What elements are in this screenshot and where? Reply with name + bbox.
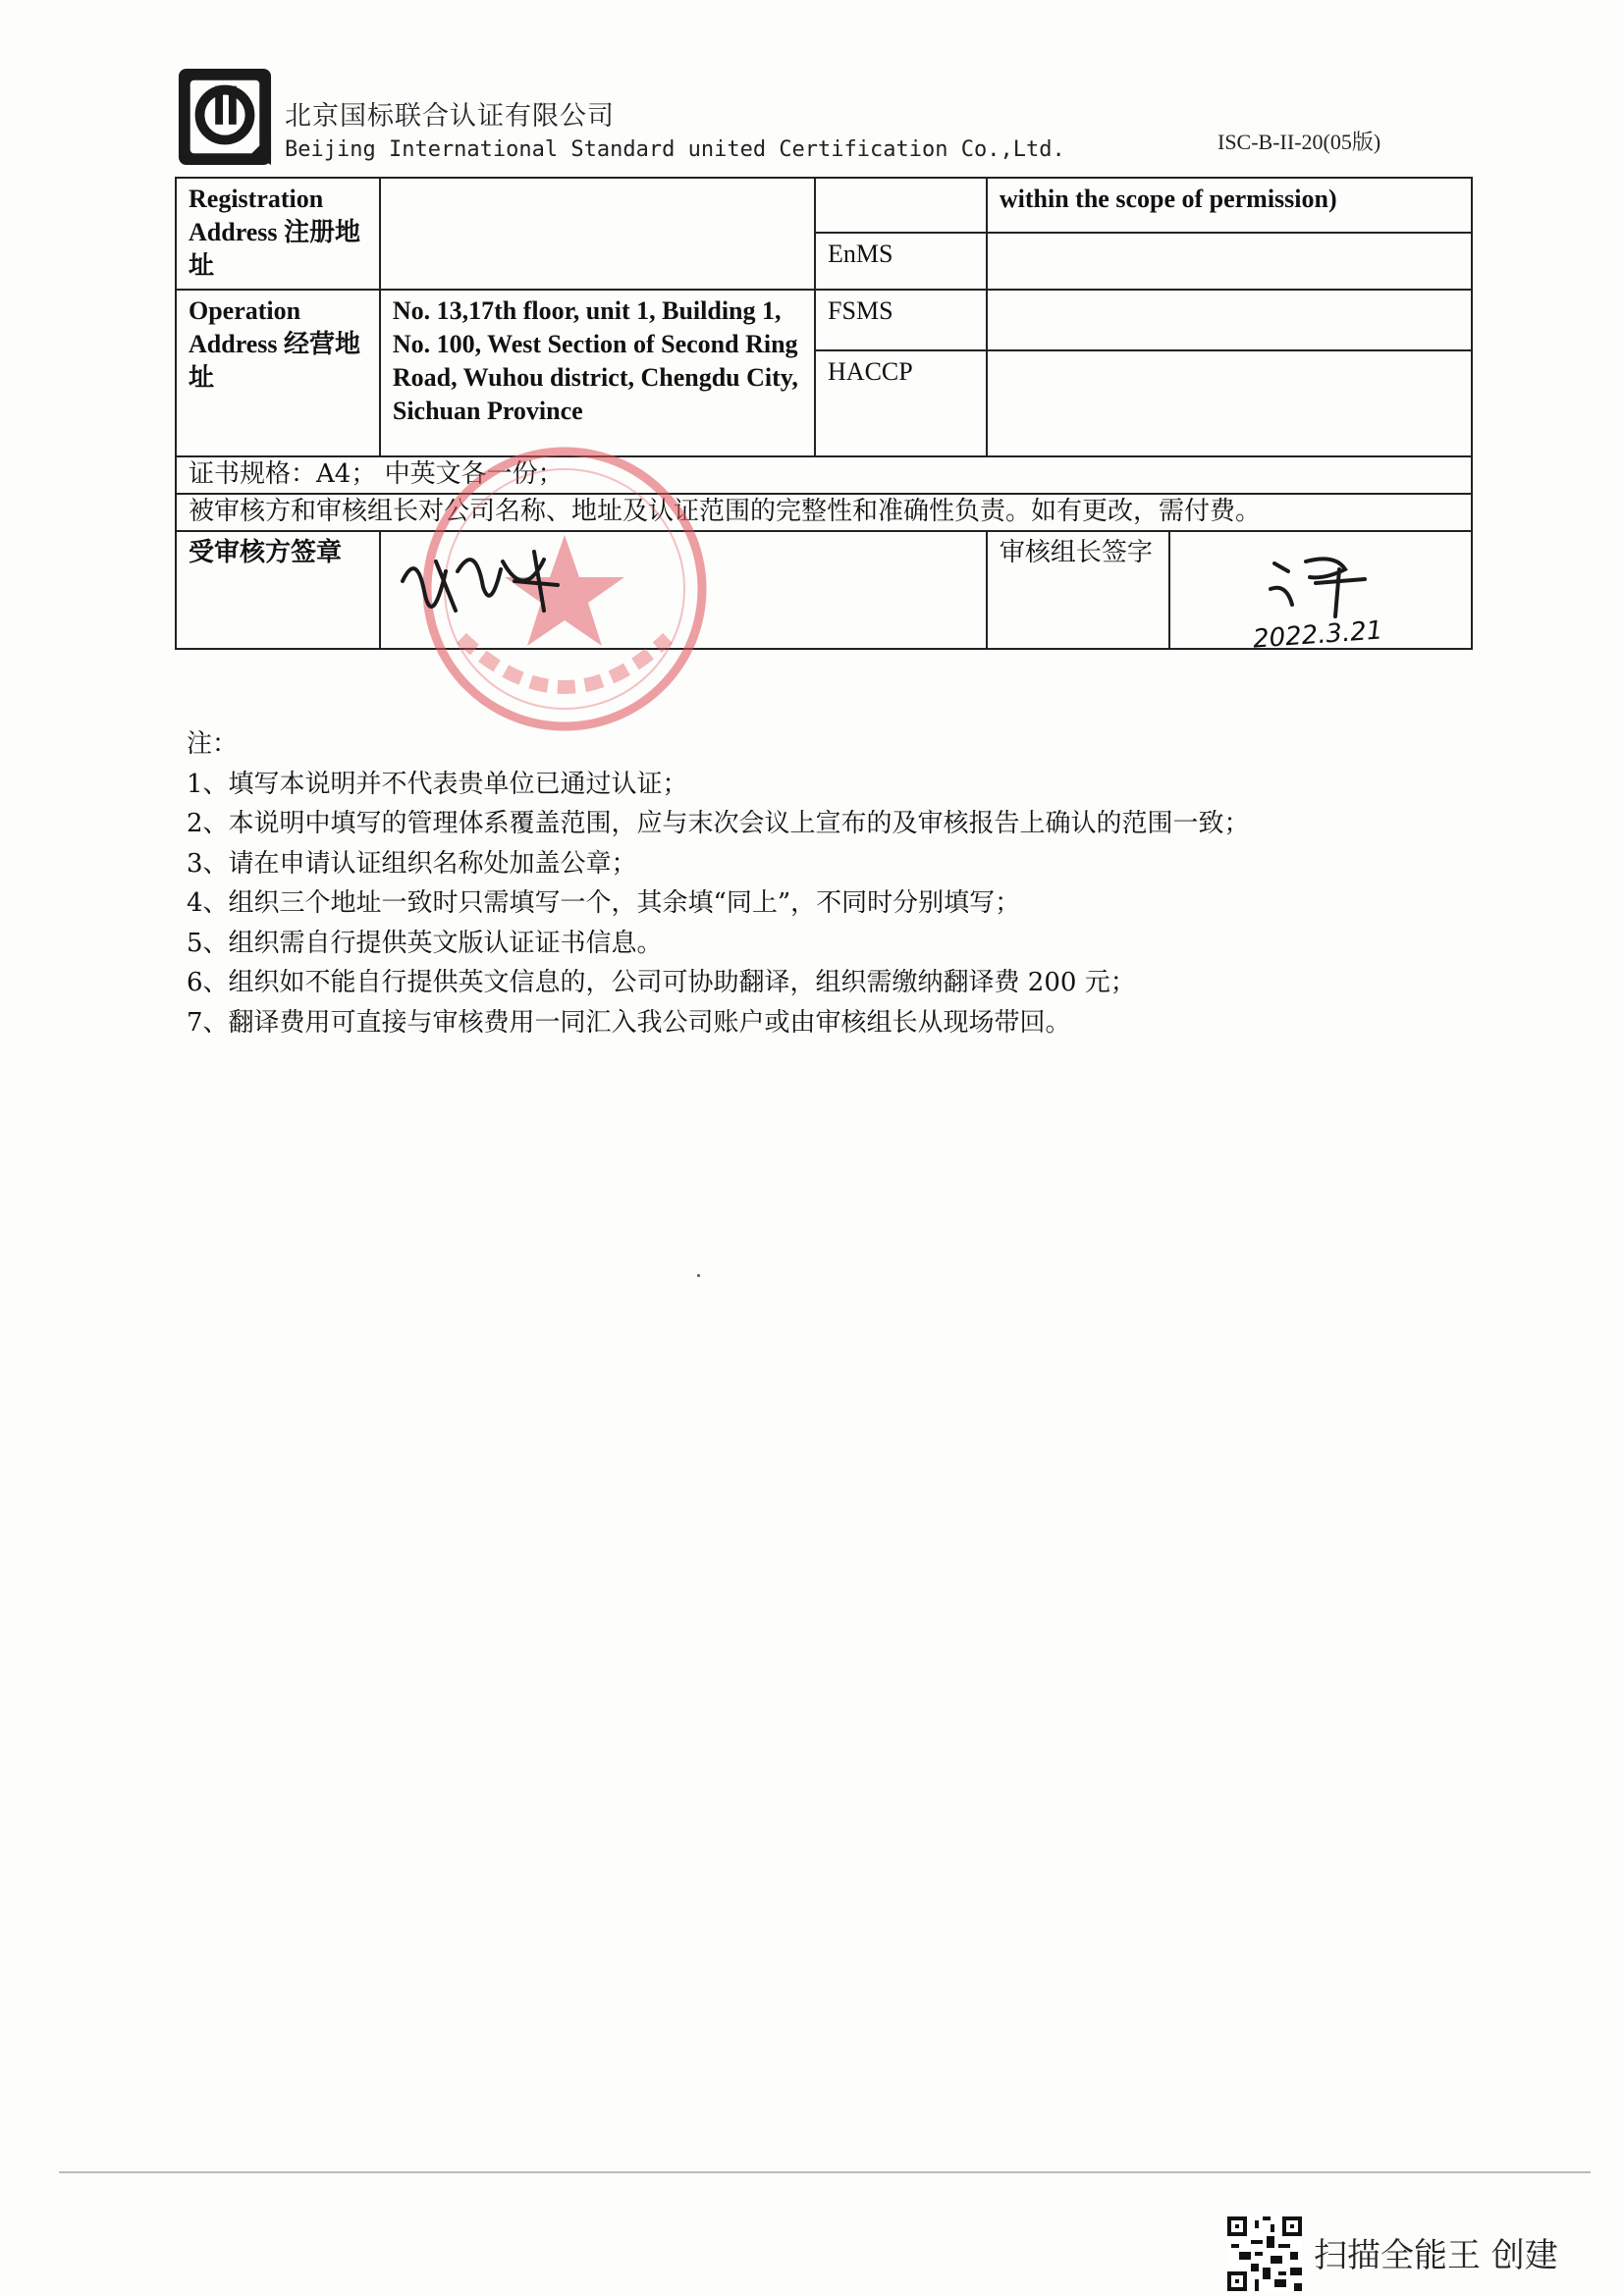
leader-sign-label: 审核组长签字 [988,532,1169,648]
scanner-watermark: 扫描全能王 创建 [1314,2236,1558,2275]
fsms-value [987,290,1472,350]
auditee-sign-label: 受审核方签章 [176,531,380,649]
note-item-7: 7、翻译费用可直接与审核费用一同汇入我公司账户或由审核组长从现场带回。 [187,1007,1071,1038]
scope-empty-cell [815,178,987,233]
notes-section [187,724,1250,1042]
note-item-3: 3、请在申请认证组织名称处加盖公章； [187,848,637,879]
leader-signature-icon [1267,550,1384,618]
enms-label: EnMS [815,233,987,290]
registration-address-value [380,178,815,290]
sign-date: 2022.3.21 [1252,615,1384,655]
note-item-1: 1、填写本说明并不代表贵单位已通过认证； [187,769,688,799]
page-bottom-edge [59,2171,1591,2173]
fsms-label: FSMS [815,290,987,350]
leader-sign-block [987,531,1472,649]
auditee-signature-icon [397,542,564,616]
operation-address-label: Operation Address 经营地址 [176,290,380,456]
haccp-label: HACCP [815,350,987,456]
operation-address-value: No. 13,17th floor, unit 1, Building 1, No. 100, West Section of Second Ring Road, Wuhou district, Chengdu City, Sichuan Province [380,290,815,456]
responsibility-statement: 被审核方和审核组长对公司名称、地址及认证范围的完整性和准确性负责。如有更改，需付费。 [176,494,1472,531]
qr-code-icon [1227,2216,1302,2291]
registration-address-label: Registration Address 注册地址 [176,178,380,290]
scope-text: within the scope of permission) [987,178,1472,233]
company-name-en: Beijing International Standard united Certification Co.,Ltd. [285,137,1065,162]
note-item-6: 6、组织如不能自行提供英文信息的，公司可协助翻译，组织需缴纳翻译费 200 元； [187,968,1136,997]
note-item-2: 2、本说明中填写的管理体系覆盖范围，应与末次会议上宣布的及审核报告上确认的范围一致； [187,809,1250,838]
enms-value [987,233,1472,290]
haccp-value [987,350,1472,456]
form-code: ISC-B-II-20(05版) [1217,130,1381,154]
speck [697,1274,700,1277]
note-item-4: 4、组织三个地址一致时只需填写一个，其余填“同上”，不同时分别填写； [187,888,1021,918]
certificate-spec: 证书规格：A4； 中英文各一份； [176,456,1472,494]
company-logo-icon [177,67,273,167]
note-item-5: 5、组织需自行提供英文版认证证书信息。 [187,928,663,958]
notes-title: 注： [187,729,239,759]
company-name-cn: 北京国标联合认证有限公司 [285,101,615,132]
